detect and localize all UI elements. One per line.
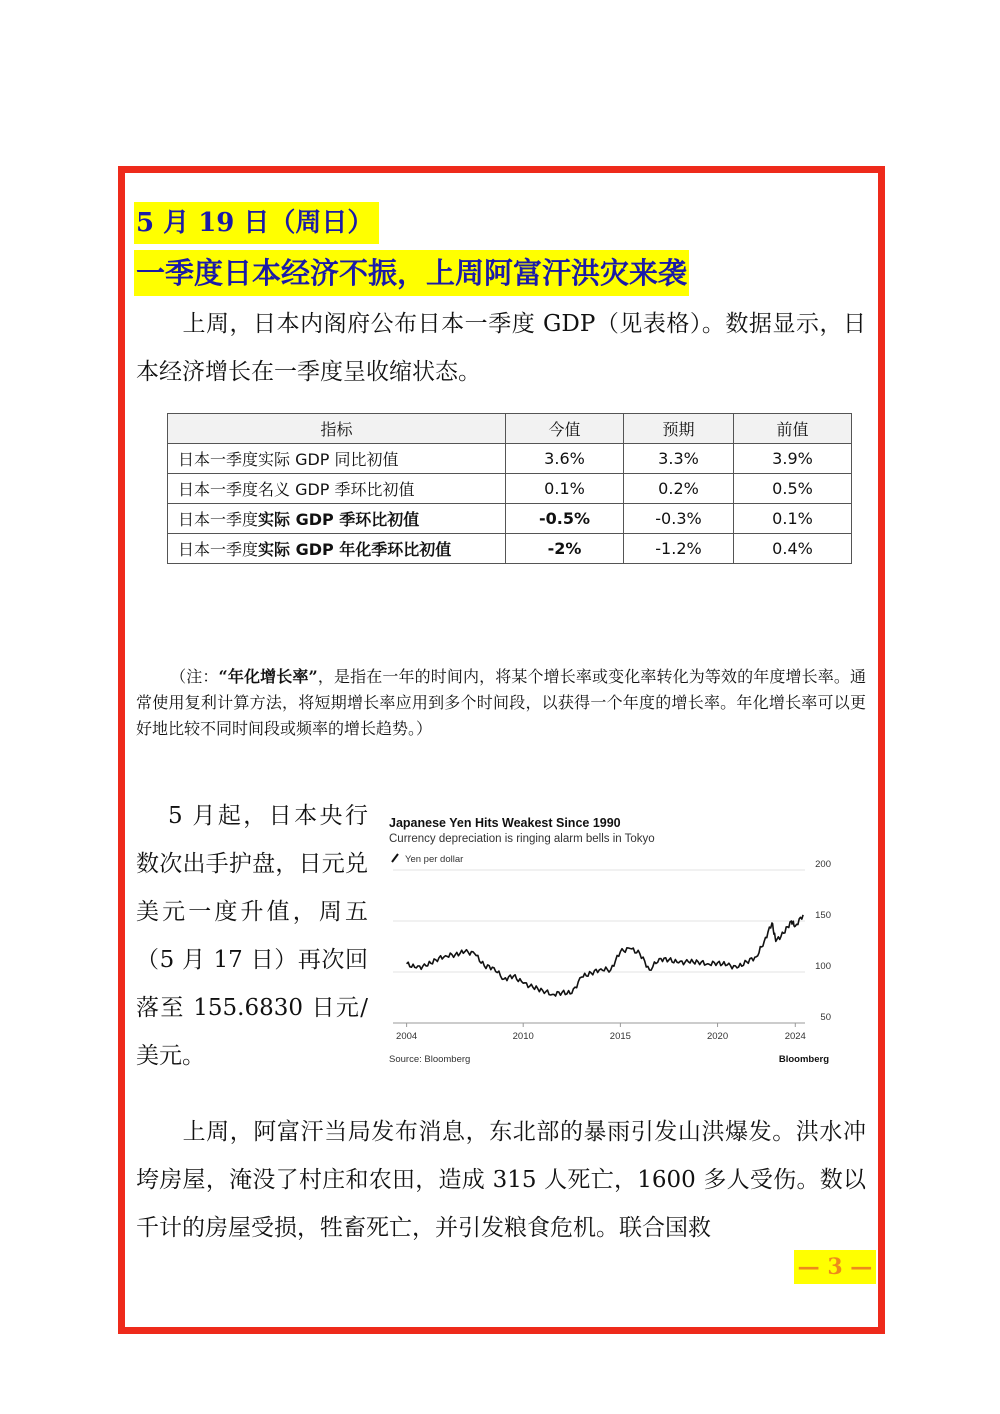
row-current: -0.5%	[506, 504, 624, 534]
header-indicator: 指标	[168, 414, 506, 444]
flood-text: 上周，阿富汗当局发布消息，东北部的暴雨引发山洪爆发。洪水冲垮房屋，淹没了村庄和农田，造成 315 人死亡，1600 多人受伤。数以千计的房屋受损，牲畜死亡，并引发粮食危机。联合国救	[136, 1119, 866, 1241]
row-previous: 0.1%	[734, 504, 852, 534]
header-previous: 前值	[734, 414, 852, 444]
row-label: 日本一季度实际 GDP 季环比初值	[168, 504, 506, 534]
yen-paragraph: 5 月起，日本央行数次出手护盘，日元兑美元一度升值，周五（5 月 17 日）再次回落至 155.6830 日元/美元。	[136, 803, 368, 1069]
row-label: 日本一季度实际 GDP 同比初值	[168, 444, 506, 474]
row-forecast: -1.2%	[624, 534, 734, 564]
row-current: -2%	[506, 534, 624, 564]
y-tick-label: 50	[820, 1012, 831, 1023]
header-forecast: 预期	[624, 414, 734, 444]
annualized-note: （注：“年化增长率”，是指在一年的时间内，将某个增长率或变化率转化为等效的年度增长率。通常使用复利计算方法，将短期增长率应用到多个时间段，以获得一个年度的增长率。年化增长率可以更好地比较不同时间段或频率的增长趋势。）	[136, 667, 866, 738]
intro-text: 上周，日本内阁府公布日本一季度 GDP（见表格）。数据显示，日本经济增长在一季度呈收缩状态。	[136, 311, 866, 385]
flood-paragraph	[136, 1108, 866, 1252]
gdp-table	[167, 413, 852, 564]
row-forecast: -0.3%	[624, 504, 734, 534]
row-previous: 3.9%	[734, 444, 852, 474]
x-tick-label: 2004	[396, 1031, 418, 1042]
row-previous: 0.5%	[734, 474, 852, 504]
chart-x-ticks	[396, 1023, 806, 1042]
y-tick-label: 100	[815, 961, 831, 972]
chart-brand: Bloomberg	[778, 1054, 829, 1065]
chart-legend: Yen per dollar	[405, 854, 464, 865]
row-forecast: 3.3%	[624, 444, 734, 474]
page-number: — 3 —	[794, 1250, 876, 1284]
chart-title: Japanese Yen Hits Weakest Since 1990	[389, 816, 621, 830]
date-heading: 5 月 19 日（周日）	[134, 202, 379, 244]
x-tick-label: 2015	[609, 1031, 631, 1042]
chart-grid	[393, 870, 805, 1023]
x-tick-label: 2010	[512, 1031, 534, 1042]
row-current: 0.1%	[506, 474, 624, 504]
y-tick-label: 200	[815, 859, 831, 870]
table-row	[168, 444, 852, 474]
row-forecast: 0.2%	[624, 474, 734, 504]
row-previous: 0.4%	[734, 534, 852, 564]
table-header-row	[168, 414, 852, 444]
x-tick-label: 2020	[706, 1031, 729, 1042]
y-tick-label: 150	[815, 910, 831, 921]
table-row	[168, 504, 852, 534]
chart-source: Source: Bloomberg	[389, 1054, 471, 1065]
headline: 一季度日本经济不振，上周阿富汗洪灾来袭	[134, 250, 689, 296]
row-current: 3.6%	[506, 444, 624, 474]
yen-series-line	[407, 915, 803, 996]
note-term: “年化增长率”	[218, 667, 318, 686]
chart-subtitle: Currency depreciation is ringing alarm bells in Tokyo	[389, 833, 655, 845]
row-label: 日本一季度实际 GDP 年化季环比初值	[168, 534, 506, 564]
x-tick-label: 2024	[784, 1031, 806, 1042]
yen-chart	[385, 810, 835, 1070]
intro-paragraph	[136, 300, 866, 396]
table-row	[168, 474, 852, 504]
row-label: 日本一季度名义 GDP 季环比初值	[168, 474, 506, 504]
table-row	[168, 534, 852, 564]
chart-y-ticks	[815, 859, 831, 1023]
header-current: 今值	[506, 414, 624, 444]
legend-line-icon	[392, 854, 398, 862]
